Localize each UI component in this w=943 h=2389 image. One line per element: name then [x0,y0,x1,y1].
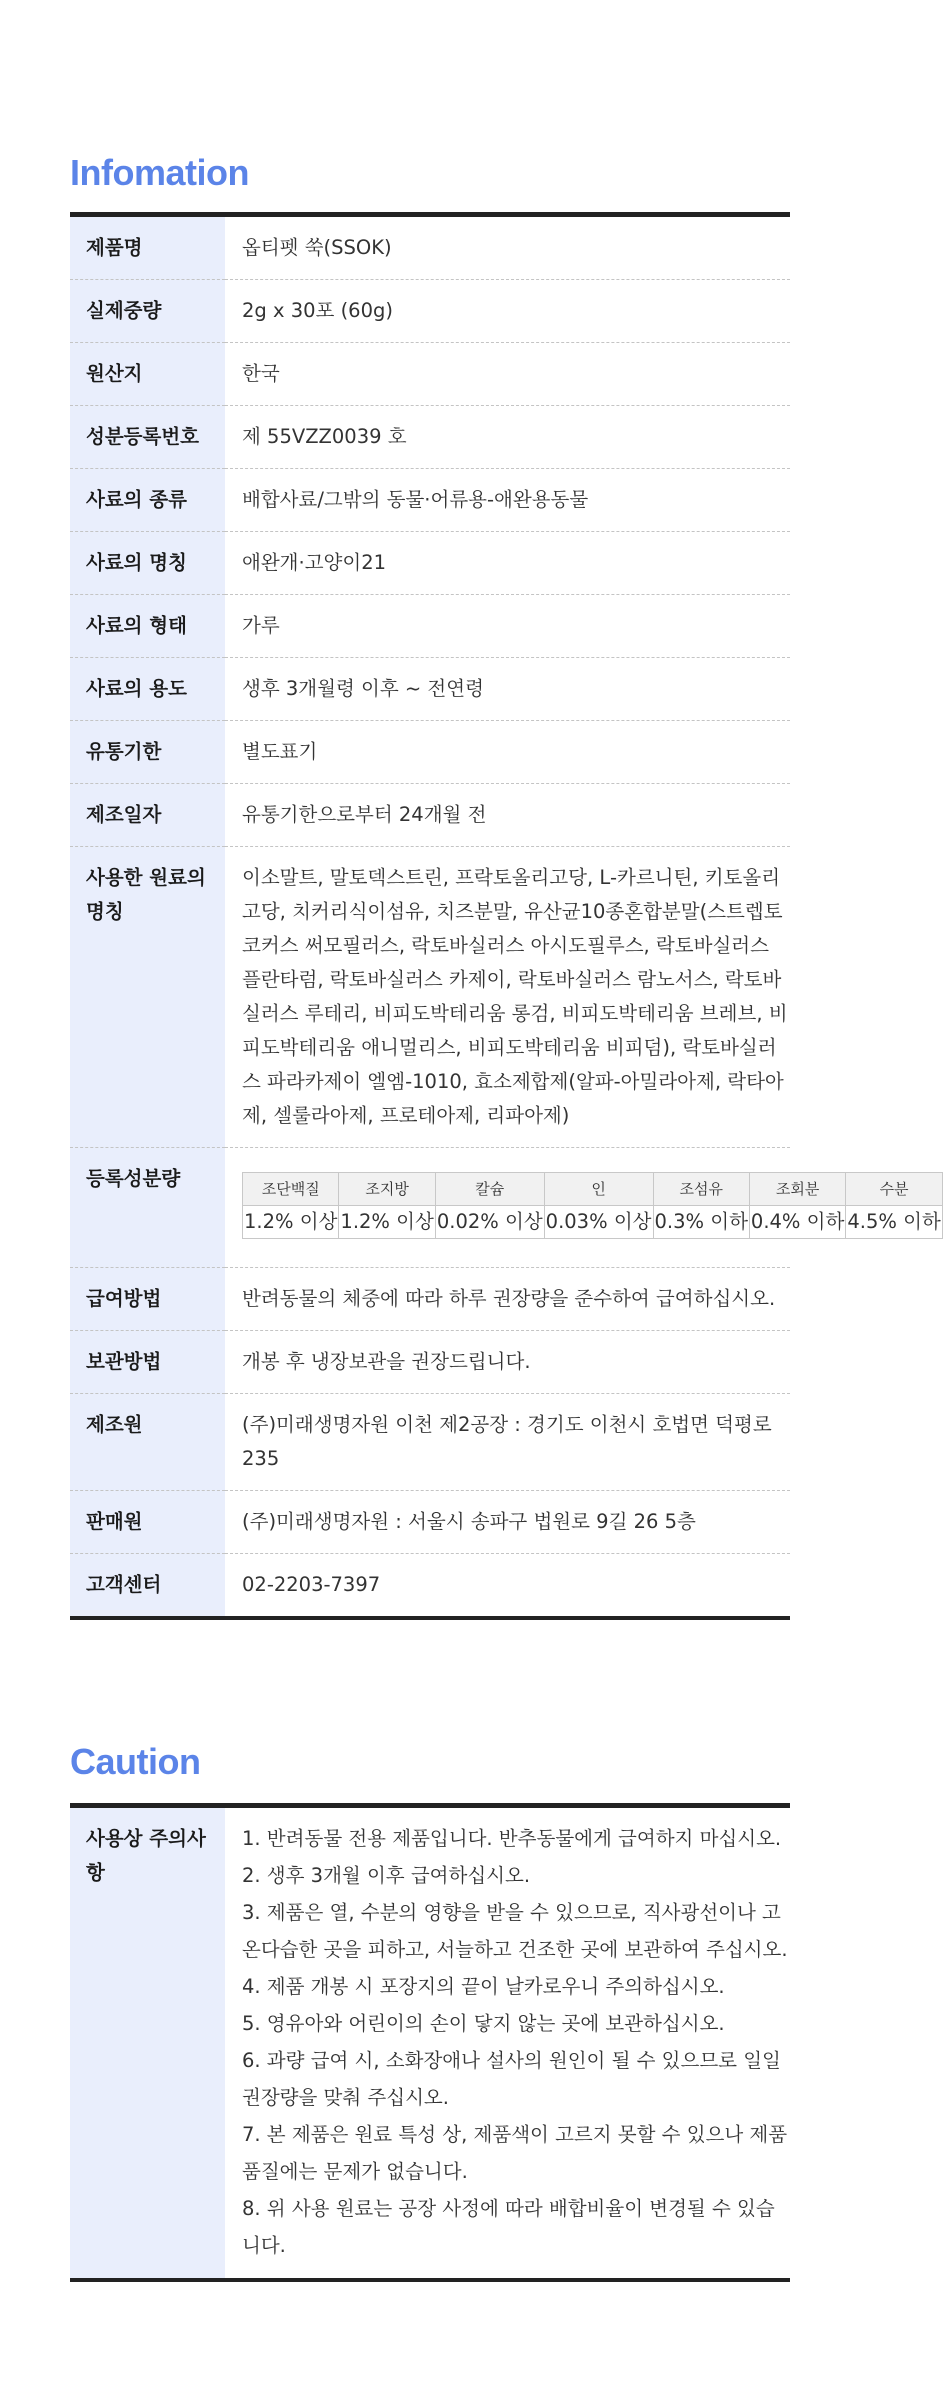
caution-content [225,1806,790,2281]
caution-table [70,1803,790,2282]
nutrition-header: 조단백질 [243,1173,339,1206]
row-label: 원산지 [70,343,225,406]
table-row [70,847,790,1148]
nutrition-value: 0.02% 이상 [435,1206,544,1239]
nutrition-header: 수분 [846,1173,942,1206]
nutrition-header: 조회분 [749,1173,845,1206]
row-value: 반려동물의 체중에 따라 하루 권장량을 준수하여 급여하십시오. [225,1268,790,1331]
caution-item: 8. 위 사용 원료는 공장 사정에 따라 배합비율이 변경될 수 있습니다. [242,2197,775,2257]
table-row [70,406,790,469]
row-value: 가루 [225,595,790,658]
nutrition-header: 칼슘 [435,1173,544,1206]
row-label: 유통기한 [70,721,225,784]
nutrition-value: 1.2% 이상 [339,1206,435,1239]
table-row [70,1554,790,1619]
nutrition-header: 조지방 [339,1173,435,1206]
caution-item: 2. 생후 3개월 이후 급여하십시오. [242,1864,531,1887]
nutrition-header: 조섬유 [653,1173,749,1206]
row-value: 애완개·고양이21 [225,532,790,595]
product-info-table [70,212,941,1620]
row-value: (주)미래생명자원 이천 제2공장 : 경기도 이천시 호법면 덕평로 235 [225,1394,790,1491]
nutrition-header-row [243,1173,943,1206]
row-label: 제품명 [70,215,225,280]
row-label: 등록성분량 [70,1148,225,1268]
table-row [70,280,790,343]
row-value: 별도표기 [225,721,790,784]
nutrition-table [242,1172,943,1239]
row-label: 실제중량 [70,280,225,343]
table-row [70,215,790,280]
table-row [70,721,790,784]
caution-item: 4. 제품 개봉 시 포장지의 끝이 날카로우니 주의하십시오. [242,1975,725,1998]
nutrition-value: 0.4% 이하 [749,1206,845,1239]
nutrition-value: 0.03% 이상 [544,1206,653,1239]
caution-section-title: Caution [70,1741,201,1782]
row-label: 판매원 [70,1491,225,1554]
row-label: 보관방법 [70,1331,225,1394]
table-row [70,469,790,532]
row-value: 옵티펫 쑥(SSOK) [242,236,392,259]
row-value: 배합사료/그밖의 동물·어류용-애완용동물 [225,469,790,532]
table-row [70,1268,790,1331]
table-row [70,595,790,658]
caution-item: 3. 제품은 열, 수분의 영향을 받을 수 있으므로, 직사광선이나 고온다습한 곳을 피하고, 서늘하고 건조한 곳에 보관하여 주십시오. [242,1901,788,1961]
caution-list [242,1820,790,2264]
row-value: 개봉 후 냉장보관을 권장드립니다. [225,1331,790,1394]
nutrition-value: 0.3% 이하 [653,1206,749,1239]
caution-label: 사용상 주의사항 [70,1806,225,2281]
table-row [70,1491,790,1554]
row-value: (주)미래생명자원 : 서울시 송파구 법원로 9길 26 5층 [225,1491,790,1554]
table-row [70,1331,790,1394]
row-label: 사료의 종류 [70,469,225,532]
row-label: 사료의 용도 [70,658,225,721]
row-label: 사료의 명칭 [70,532,225,595]
caution-item: 5. 영유아와 어린이의 손이 닿지 않는 곳에 보관하십시오. [242,2012,725,2035]
table-row [70,784,790,847]
caution-item: 6. 과량 급여 시, 소화장애나 설사의 원인이 될 수 있으므로 일일 권장량을 맞춰 주십시오. [242,2049,781,2109]
caution-item: 1. 반려동물 전용 제품입니다. 반추동물에게 급여하지 마십시오. [242,1827,782,1850]
row-value: 생후 3개월령 이후 ~ 전연령 [225,658,790,721]
info-section-title: Infomation [70,152,249,193]
row-value: 유통기한으로부터 24개월 전 [225,784,790,847]
row-label: 사용한 원료의 명칭 [70,847,225,1148]
row-label: 제조일자 [70,784,225,847]
row-value [225,1148,941,1268]
row-label: 사료의 형태 [70,595,225,658]
row-value: 제 55VZZ0039 호 [225,406,790,469]
row-value: 이소말트, 말토덱스트린, 프락토올리고당, L-카르니틴, 키토올리고당, 치커리식이섬유, 치즈분말, 유산균10종혼합분말(스트렙토코커스 써모필러스, 락토바실러스 아시도필루스, 락토바실러스 플란타럼, 락토바실러스 카제이, 락토바실러스 람노서스, 락토바실러스 루테리, 비피도박테리움 롱검, 비피도박테리움 브레브, 비피도박테리움 애니멀리스, 비피도박테리움 비피덤), 락토바실러스 파라카제이 엘엠-1010, 효소제합제(알파-아밀라아제, 락타아제, 셀룰라아제, 프로테아제, 리파아제) [225,847,790,1148]
table-row [70,1148,790,1268]
row-label: 제조원 [70,1394,225,1491]
row-value: 2g x 30포 (60g) [225,280,790,343]
table-row [70,343,790,406]
row-label: 고객센터 [70,1554,225,1619]
table-row [70,1394,790,1491]
nutrition-value-row [243,1206,943,1239]
row-value: 한국 [225,343,790,406]
row-value: 02-2203-7397 [225,1554,790,1619]
table-row [70,658,790,721]
nutrition-value: 4.5% 이하 [846,1206,942,1239]
row-label: 급여방법 [70,1268,225,1331]
table-row [70,1806,790,2281]
table-row [70,532,790,595]
row-label: 성분등록번호 [70,406,225,469]
caution-item: 7. 본 제품은 원료 특성 상, 제품색이 고르지 못할 수 있으나 제품 품질에는 문제가 없습니다. [242,2123,788,2183]
nutrition-header: 인 [544,1173,653,1206]
nutrition-value: 1.2% 이상 [243,1206,339,1239]
